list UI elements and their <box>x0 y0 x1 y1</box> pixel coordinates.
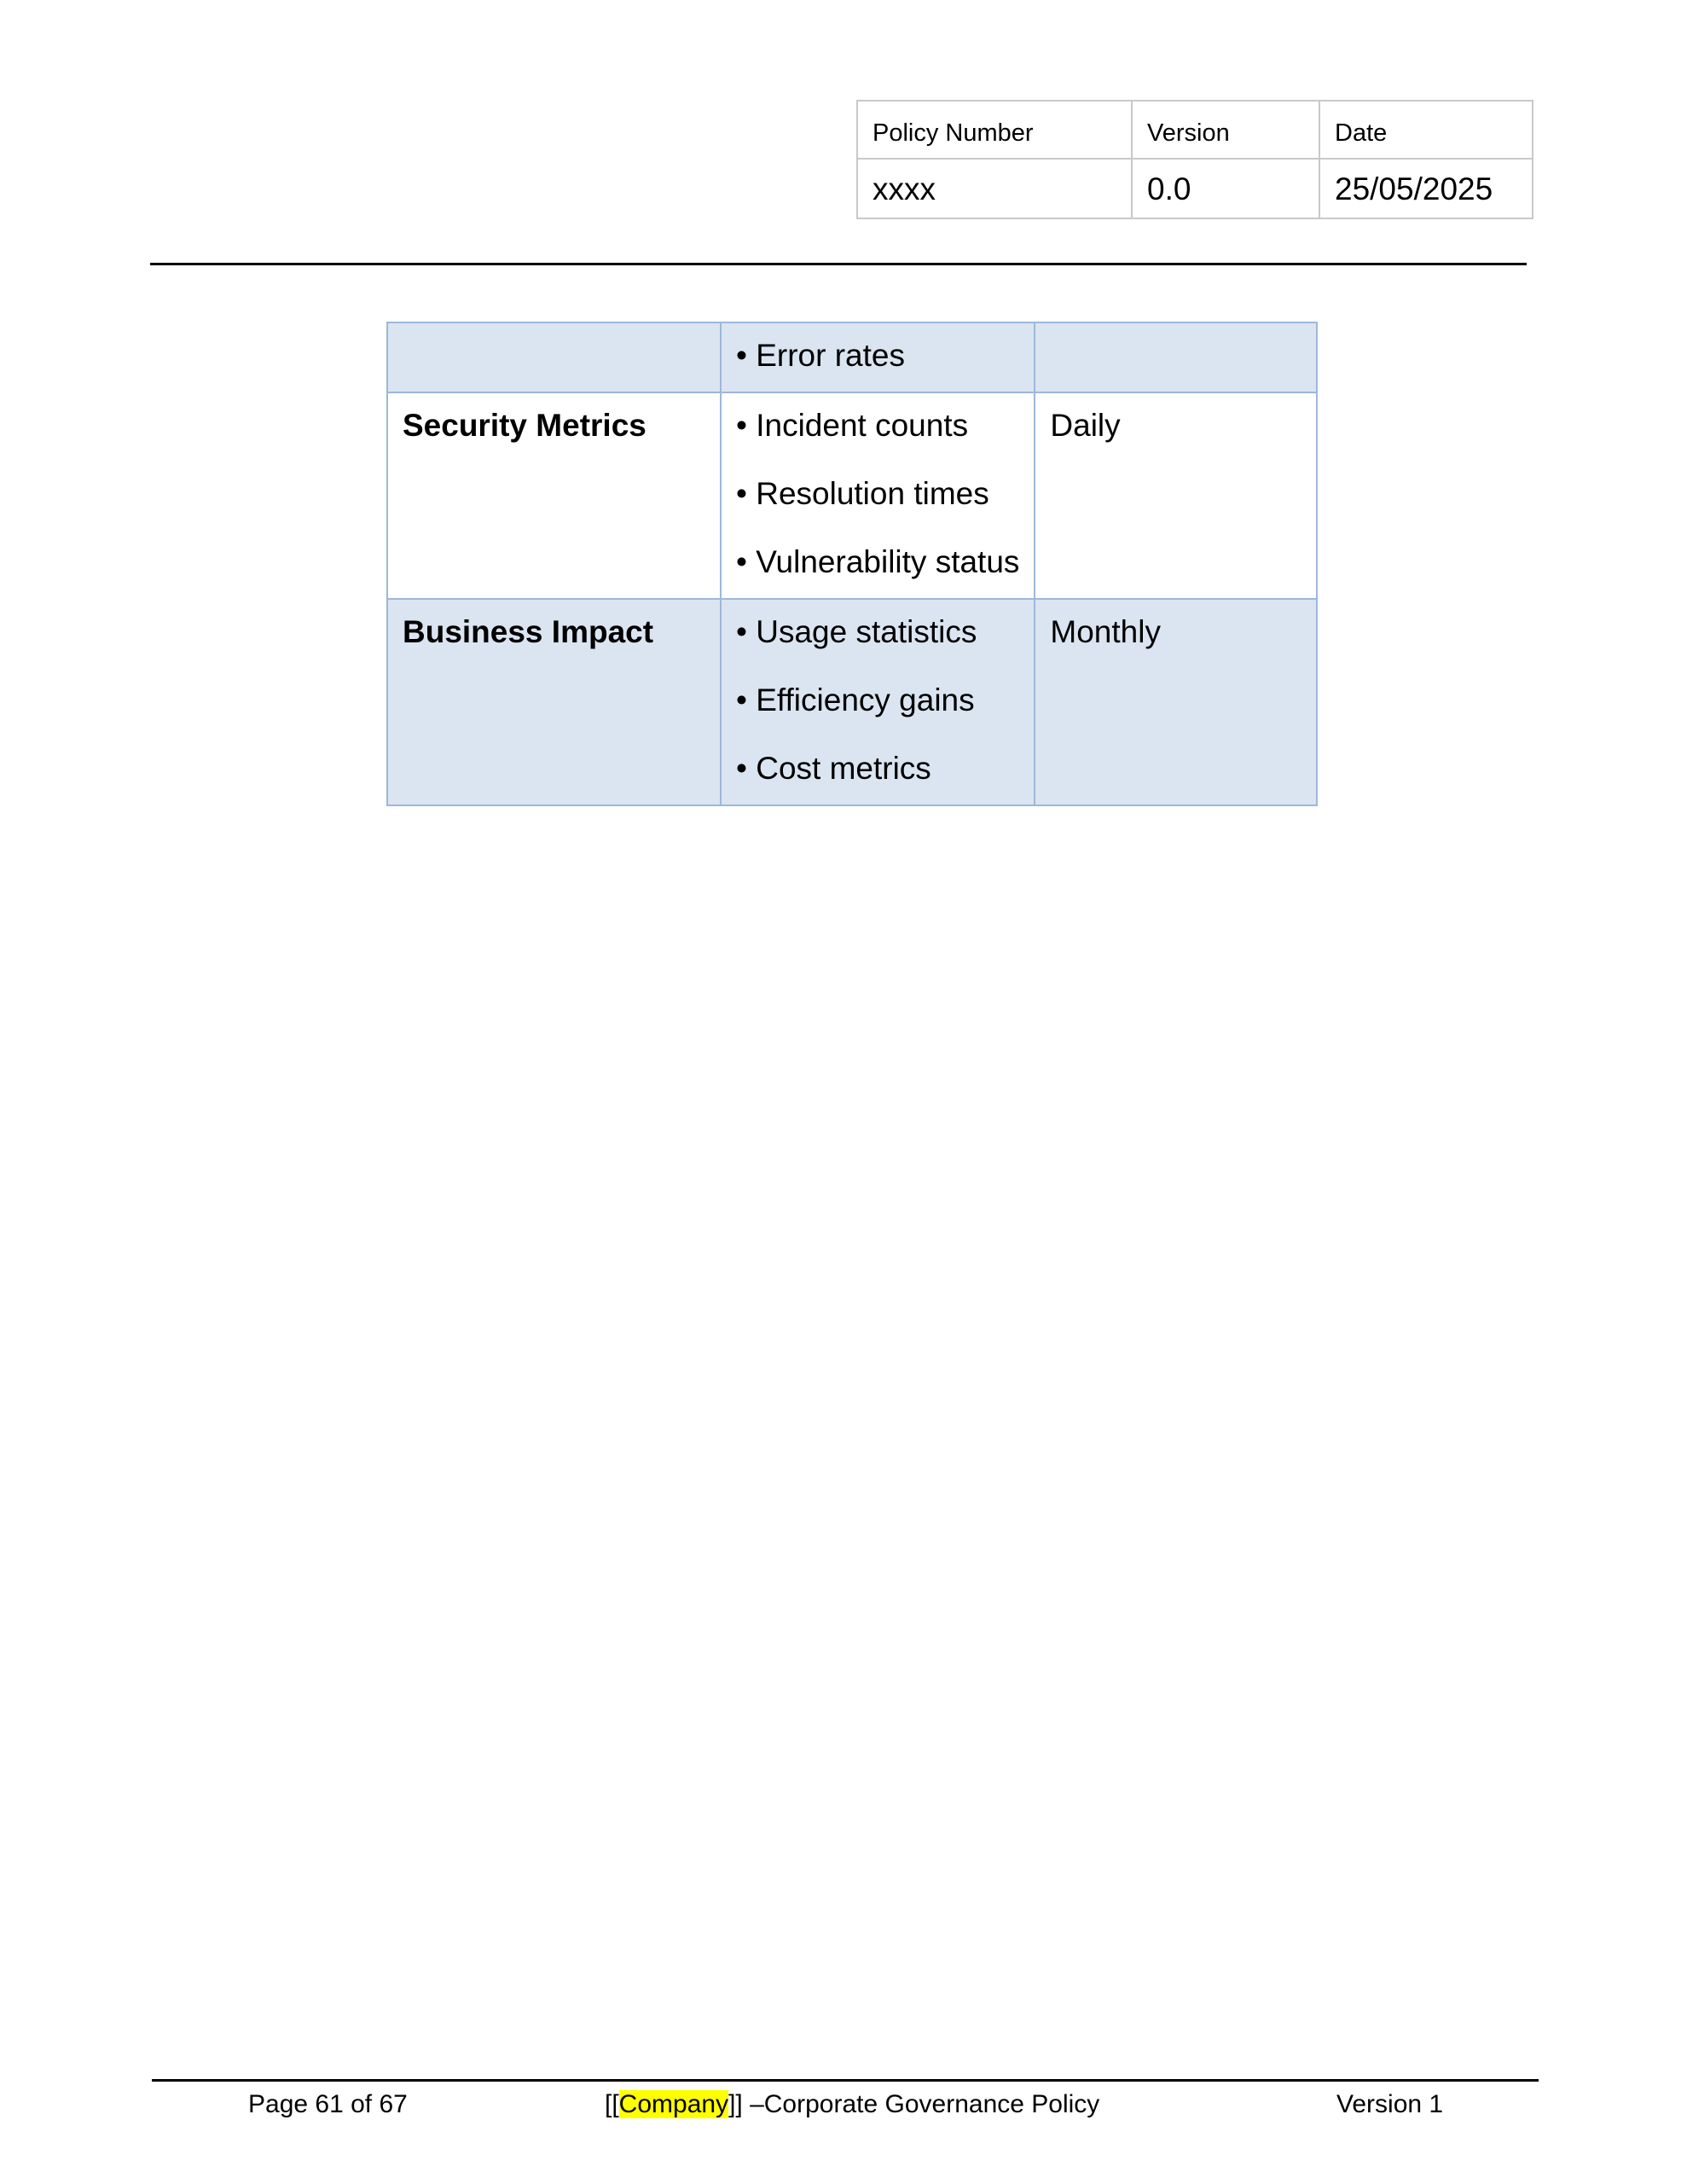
list-item: • Usage statistics <box>736 614 977 649</box>
category-label: Business Impact <box>403 614 654 649</box>
frequency-label <box>1050 323 1301 392</box>
list-item: • Incident counts <box>736 408 969 443</box>
table-row <box>387 392 1317 599</box>
category-cell <box>387 392 721 599</box>
document-title-text: ]] –Corporate Governance Policy <box>728 2090 1100 2118</box>
frequency-cell <box>1035 392 1317 599</box>
items-cell <box>721 599 1035 805</box>
list-item: • Resolution times <box>736 476 989 511</box>
version-header: Version <box>1132 101 1319 159</box>
category-cell <box>387 599 721 805</box>
list-item: • Efficiency gains <box>736 682 975 717</box>
list-item: • Cost metrics <box>736 751 931 786</box>
frequency-label: Monthly <box>1050 614 1161 649</box>
policy-number-header: Policy Number <box>857 101 1132 159</box>
table-row <box>387 599 1317 805</box>
company-bracket-open: [[ <box>605 2090 619 2118</box>
category-label: Security Metrics <box>403 408 646 443</box>
category-label <box>403 323 705 392</box>
frequency-label: Daily <box>1050 408 1121 443</box>
items-cell <box>721 392 1035 599</box>
table-row <box>387 322 1317 392</box>
date-header: Date <box>1319 101 1533 159</box>
document-version: Version 1 <box>1336 2090 1444 2118</box>
list-item: • Vulnerability status <box>736 544 1020 579</box>
metrics-table <box>386 322 1318 806</box>
frequency-cell <box>1035 322 1317 392</box>
category-cell <box>387 322 721 392</box>
header-divider <box>150 263 1527 265</box>
policy-info-table <box>856 100 1533 219</box>
document-title <box>605 2088 1099 2122</box>
date-value: 25/05/2025 <box>1319 159 1533 218</box>
page-number: Page 61 of 67 <box>248 2090 408 2118</box>
policy-number-value: xxxx <box>857 159 1132 218</box>
list-item: • Error rates <box>736 338 905 373</box>
items-cell <box>721 322 1035 392</box>
frequency-cell <box>1035 599 1317 805</box>
company-placeholder: Company <box>618 2090 729 2118</box>
version-value: 0.0 <box>1132 159 1319 218</box>
footer-divider <box>152 2079 1539 2082</box>
policy-info-header-row <box>857 101 1533 159</box>
policy-info-value-row <box>857 159 1533 218</box>
